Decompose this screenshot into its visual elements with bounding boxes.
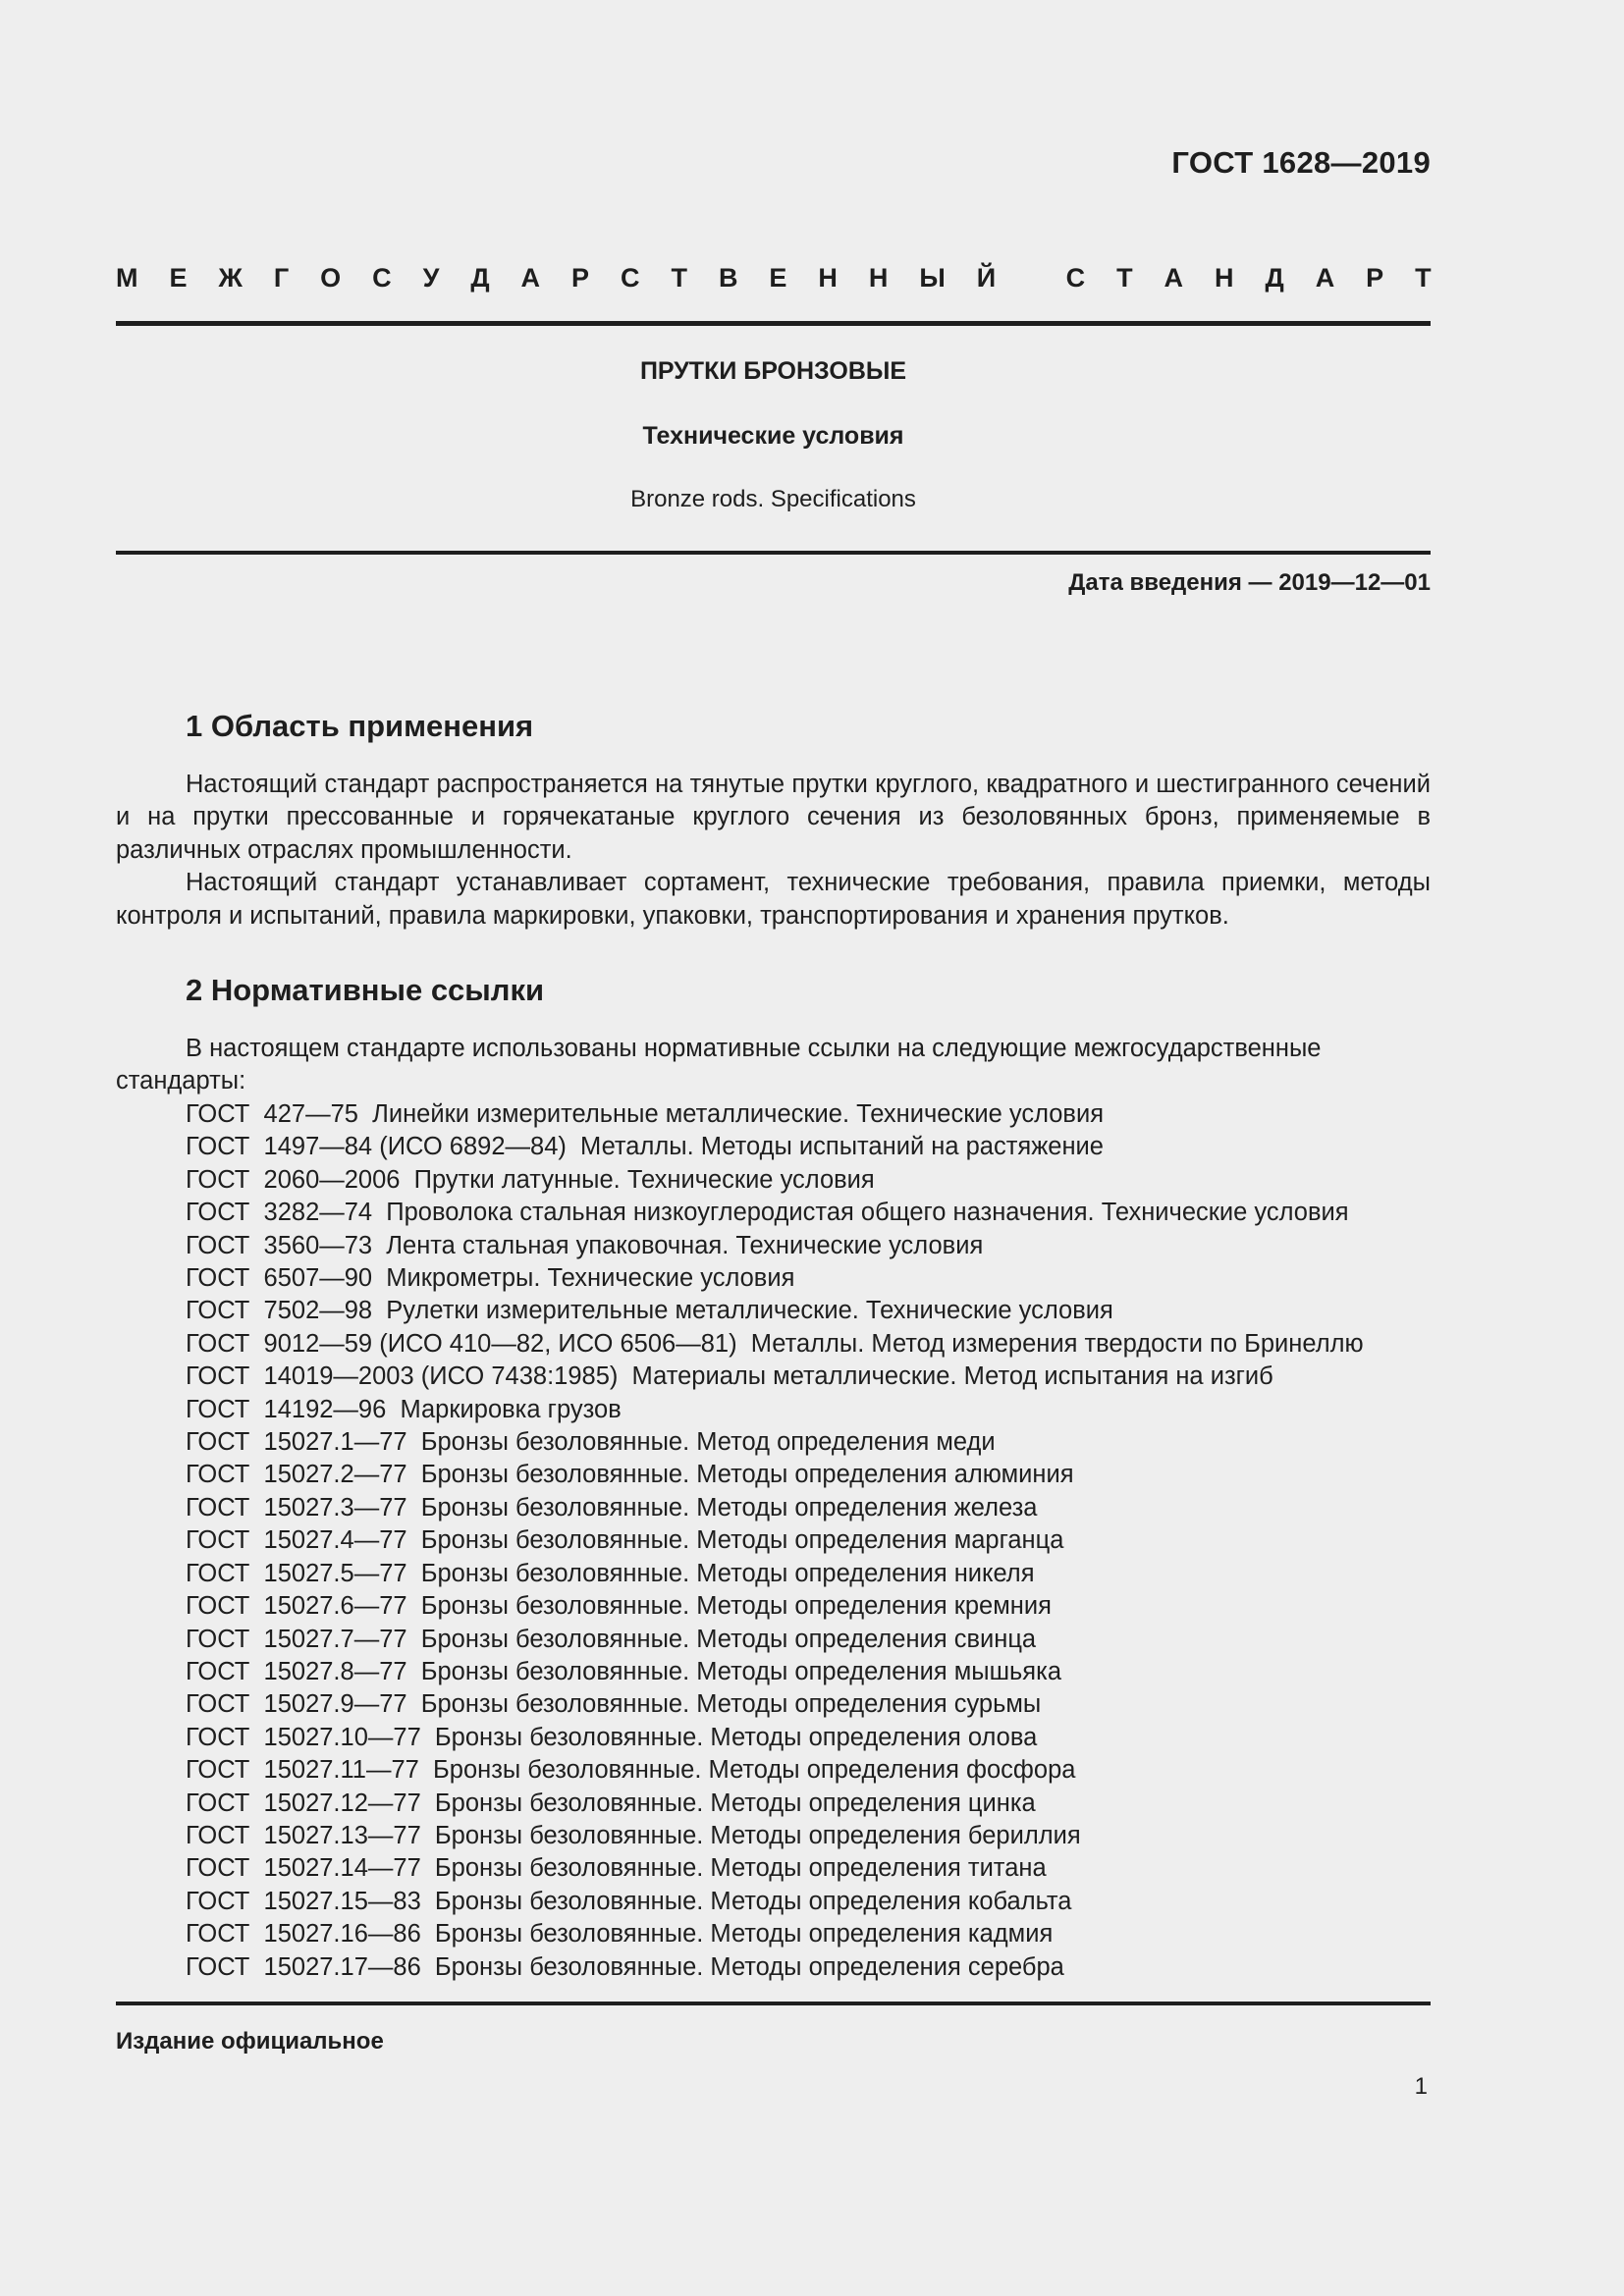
title-rule	[116, 551, 1431, 555]
section-1-paragraph: Настоящий стандарт устанавливает сортамент, технические требования, правила приемки, методы контроля и испытаний, правила маркировки, упаковки, транспортирования и хранения прутков.	[116, 869, 1431, 930]
section-2-intro-text: В настоящем стандарте использованы нормативные ссылки на следующие межгосударственные стандарты:	[116, 1035, 1322, 1095]
reference-item: ГОСТ 9012—59 (ИСО 410—82, ИСО 6506—81) Металлы. Метод измерения твердости по Бринеллю	[186, 1329, 1364, 1358]
banner-letter: Ж	[218, 263, 243, 293]
banner-letter: Е	[169, 263, 188, 293]
reference-item: ГОСТ 15027.1—77 Бронзы безоловянные. Метод определения меди	[186, 1428, 996, 1457]
reference-item: ГОСТ 7502—98 Рулетки измерительные металлические. Технические условия	[186, 1297, 1113, 1325]
banner-letter: С	[372, 263, 392, 293]
banner-letter: А	[1164, 263, 1184, 293]
reference-item: ГОСТ 15027.16—86 Бронзы безоловянные. Методы определения кадмия	[186, 1920, 1054, 1949]
document-code: ГОСТ 1628—2019	[1171, 145, 1431, 180]
banner-letter: Ы	[919, 263, 946, 293]
banner-letter: Т	[671, 263, 687, 293]
banner-letter: В	[718, 263, 738, 293]
reference-item: ГОСТ 2060—2006 Прутки латунные. Технические условия	[186, 1165, 875, 1194]
banner-letter: А	[1315, 263, 1335, 293]
banner-letter: Н	[818, 263, 838, 293]
document-title: ПРУТКИ БРОНЗОВЫЕ	[639, 357, 907, 385]
standard-type-banner	[116, 263, 1432, 294]
introduction-date: Дата введения — 2019—12—01	[1068, 569, 1431, 596]
reference-item: ГОСТ 15027.9—77 Бронзы безоловянные. Методы определения сурьмы	[186, 1690, 1042, 1719]
reference-list	[186, 1098, 1435, 1984]
banner-letter: С	[1065, 263, 1086, 293]
reference-item: ГОСТ 15027.12—77 Бронзы безоловянные. Методы определения цинка	[186, 1789, 1036, 1817]
english-title: Bronze rods. Specifications	[630, 486, 916, 512]
banner-gap	[1027, 263, 1035, 294]
reference-item: ГОСТ 15027.4—77 Бронзы безоловянные. Методы определения марганца	[186, 1526, 1064, 1555]
reference-item: ГОСТ 14019—2003 (ИСО 7438:1985) Материалы металлические. Метод испытания на изгиб	[186, 1362, 1273, 1391]
reference-item: ГОСТ 15027.14—77 Бронзы безоловянные. Методы определения титана	[186, 1854, 1047, 1883]
reference-item: ГОСТ 15027.13—77 Бронзы безоловянные. Методы определения бериллия	[186, 1821, 1081, 1849]
banner-letter: Е	[769, 263, 787, 293]
banner-letter: О	[320, 263, 342, 293]
reference-item: ГОСТ 15027.8—77 Бронзы безоловянные. Методы определения мышьяка	[186, 1657, 1062, 1685]
section-1-heading: 1 Область применения	[186, 709, 534, 743]
banner-letter: Т	[1415, 263, 1432, 293]
reference-item: ГОСТ 15027.10—77 Бронзы безоловянные. Методы определения олова	[186, 1723, 1038, 1751]
banner-letter: Н	[868, 263, 889, 293]
page-number: 1	[1414, 2073, 1428, 2100]
banner-letter: С	[621, 263, 640, 293]
reference-item: ГОСТ 15027.11—77 Бронзы безоловянные. Методы определения фосфора	[186, 1756, 1076, 1785]
edition-label: Издание официальное	[116, 2028, 384, 2055]
reference-item: ГОСТ 15027.6—77 Бронзы безоловянные. Методы определения кремния	[186, 1592, 1052, 1621]
banner-letter: У	[422, 263, 440, 293]
section-1-paragraph: Настоящий стандарт распространяется на тянутые прутки круглого, квадратного и шестигранного сечений и на прутки прессованные и горячекатаные круглого сечения из безоловянных бронз, применяемые в различных отраслях промышленности.	[116, 771, 1431, 864]
reference-item: ГОСТ 15027.7—77 Бронзы безоловянные. Методы определения свинца	[186, 1625, 1037, 1653]
reference-item: ГОСТ 15027.5—77 Бронзы безоловянные. Методы определения никеля	[186, 1559, 1035, 1587]
document-subtitle: Технические условия	[642, 422, 904, 450]
section-1-body	[116, 769, 1431, 933]
banner-letter: Т	[1116, 263, 1133, 293]
reference-item: ГОСТ 15027.17—86 Бронзы безоловянные. Методы определения серебра	[186, 1952, 1064, 1981]
footer-rule	[116, 2002, 1431, 2005]
banner-letter: Р	[571, 263, 590, 293]
banner-letter: Р	[1366, 263, 1384, 293]
banner-letter: А	[520, 263, 541, 293]
reference-item: ГОСТ 15027.3—77 Бронзы безоловянные. Методы определения железа	[186, 1493, 1038, 1522]
reference-item: ГОСТ 15027.2—77 Бронзы безоловянные. Методы определения алюминия	[186, 1461, 1074, 1489]
reference-item: ГОСТ 3560—73 Лента стальная упаковочная. Технические условия	[186, 1231, 984, 1259]
banner-letter: Й	[976, 263, 997, 293]
reference-item: ГОСТ 14192—96 Маркировка грузов	[186, 1395, 622, 1423]
banner-letter: Г	[273, 263, 290, 293]
banner-letter: М	[116, 263, 138, 293]
reference-item: ГОСТ 3282—74 Проволока стальная низкоуглеродистая общего назначения. Технические условия	[186, 1199, 1349, 1227]
header-rule	[116, 321, 1431, 326]
reference-item: ГОСТ 6507—90 Микрометры. Технические условия	[186, 1264, 795, 1293]
reference-item: ГОСТ 15027.15—83 Бронзы безоловянные. Методы определения кобальта	[186, 1887, 1072, 1915]
section-2-heading: 2 Нормативные ссылки	[186, 973, 545, 1007]
banner-letter: Д	[1265, 263, 1284, 293]
section-2-intro	[116, 1033, 1431, 1098]
banner-letter: Н	[1215, 263, 1234, 293]
banner-letter: Д	[470, 263, 490, 293]
reference-item: ГОСТ 427—75 Линейки измерительные металлические. Технические условия	[186, 1100, 1105, 1128]
reference-item: ГОСТ 1497—84 (ИСО 6892—84) Металлы. Методы испытаний на растяжение	[186, 1133, 1104, 1161]
